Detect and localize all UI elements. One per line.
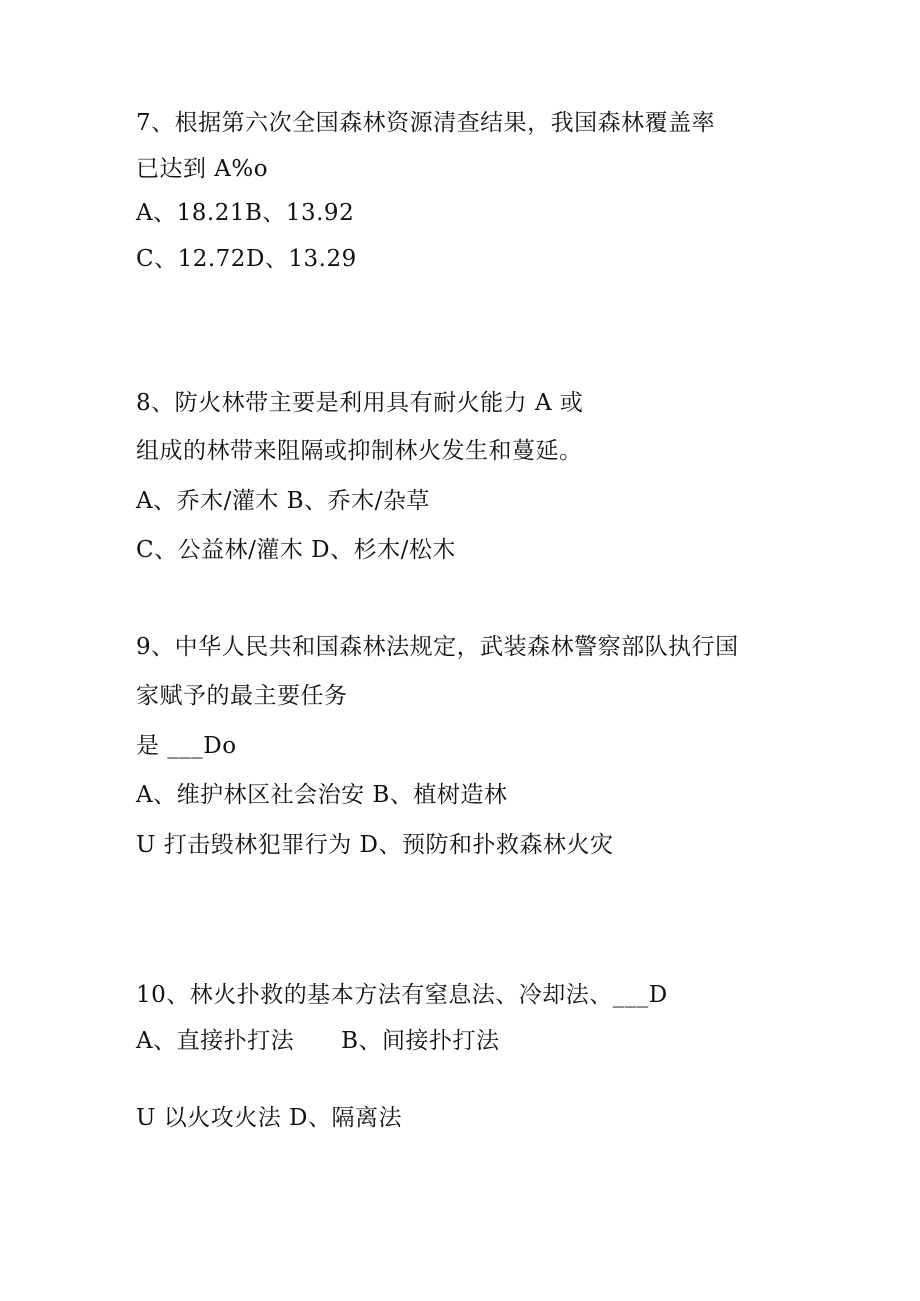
question-9-options-line-1: A、维护林区社会治安 B、植树造林 xyxy=(136,782,508,808)
question-8-options-line-2: C、公益林/灌木 D、杉木/松木 xyxy=(136,537,456,563)
question-9-stem-line-3: 是 ___Do xyxy=(136,733,237,759)
question-9-stem-line-2: 家赋予的最主要任务 xyxy=(136,683,348,709)
question-8-options-line-1: A、乔木/灌木 B、乔木/杂草 xyxy=(136,488,430,514)
question-7-options-line-1: A、18.21B、13.92 xyxy=(136,200,355,226)
question-7-stem-line-2: 已达到 A%o xyxy=(136,156,269,182)
question-9-stem-line-1: 9、中华人民共和国森林法规定，武装森林警察部队执行国 xyxy=(136,634,739,660)
question-8-stem-line-1: 8、防火林带主要是利用具有耐火能力 A 或 xyxy=(136,390,584,416)
question-7-options-line-2: C、12.72D、13.29 xyxy=(136,246,357,272)
question-10-options-line-1: A、直接扑打法 B、间接扑打法 xyxy=(136,1028,500,1054)
question-8-stem-line-2: 组成的林带来阻隔或抑制林火发生和蔓延。 xyxy=(136,438,583,464)
question-10-options-line-2: U 以火攻火法 D、隔离法 xyxy=(136,1105,402,1131)
question-10-stem-line-1: 10、林火扑救的基本方法有窒息法、冷却法、___D xyxy=(136,982,668,1008)
question-7-stem-line-1: 7、根据第六次全国森林资源清查结果，我国森林覆盖率 xyxy=(136,110,716,136)
question-9-options-line-2: U 打击毁林犯罪行为 D、预防和扑救森林火灾 xyxy=(136,832,614,858)
